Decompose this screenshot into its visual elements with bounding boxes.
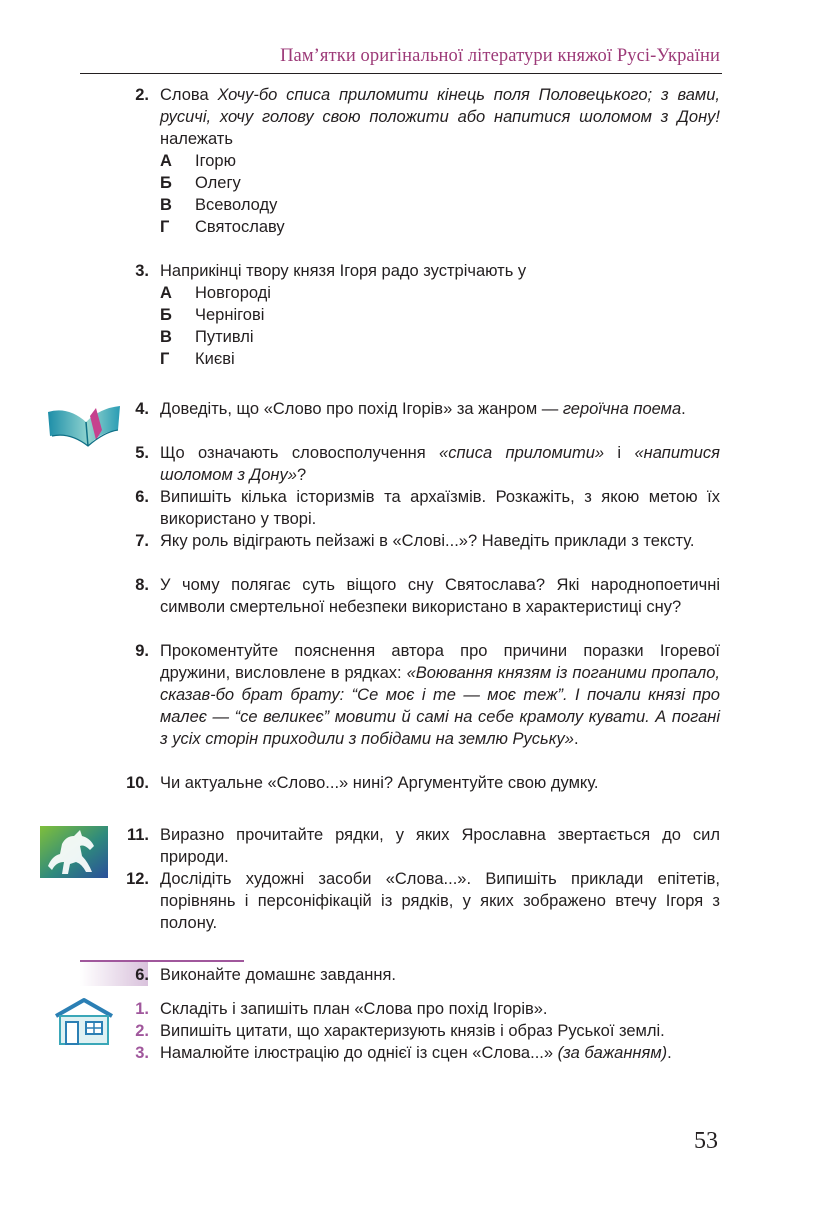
question-text: У чому полягає суть віщого сну Святослава? Які народнопоетичні символи смертельної небезпеки використано в характеристиці сну? [160, 576, 720, 616]
homework-task-3 [110, 1042, 720, 1064]
question-text: Дослідіть художні засоби «Слова...». Випишіть приклади епітетів, порівнянь і персоніфікацій із рядків, у яких зображено втечу Ігоря з полону. [160, 870, 720, 932]
page-number: 53 [694, 1128, 718, 1154]
text-span: належать [160, 130, 233, 148]
text-span: . [667, 1044, 672, 1062]
option-letter: В [160, 328, 172, 346]
question-text: Виразно прочитайте рядки, у яких Ярославна звертається до сил природи. [160, 826, 720, 866]
option-letter: Г [160, 218, 170, 236]
option-text: Києві [195, 350, 235, 368]
text-italic: «напитися шоломом з Дону» [160, 444, 720, 484]
question-text [160, 84, 720, 150]
option-a [160, 150, 236, 172]
question-text: Випишіть кілька історизмів та архаїзмів. Розкажіть, з якою метою їх використано у творі. [160, 488, 720, 528]
option-text: Путивлі [195, 328, 254, 346]
question-4 [110, 398, 720, 420]
task-text: Складіть і запишіть план «Слова про похід Ігорів». [160, 1000, 548, 1018]
question-text [160, 640, 720, 750]
question-text: Чи актуальне «Слово...» нині? Аргументуйте свою думку. [160, 774, 599, 792]
question-number: 5. [135, 444, 149, 462]
option-text: Всеволоду [195, 196, 278, 214]
text-span: Прокоментуйте пояснення автора про причини поразки Ігоревої дружини, висловлене в рядках: [160, 642, 720, 682]
question-number: 8. [135, 576, 149, 594]
header-rule [80, 73, 722, 74]
house-icon [52, 996, 116, 1048]
option-b [160, 172, 241, 194]
question-10 [110, 772, 720, 794]
text-span: Слова [160, 86, 218, 104]
task-number: 3. [135, 1044, 149, 1062]
text-italic: «списа приломити» [439, 444, 605, 462]
question-text [160, 398, 720, 420]
option-h [160, 348, 235, 370]
option-text: Ігорю [195, 152, 236, 170]
text-span: Що означають словосполучення [160, 444, 440, 462]
question-number: 7. [135, 532, 149, 550]
option-letter: А [160, 284, 172, 302]
question-6 [110, 486, 720, 530]
question-number: 6. [135, 488, 149, 506]
option-letter: Г [160, 350, 170, 368]
option-text: Чернігові [195, 306, 265, 324]
task-number: 6. [135, 966, 149, 984]
question-number: 9. [135, 642, 149, 660]
question-text: Яку роль відіграють пейзажі в «Слові...»? Наведіть приклади з тексту. [160, 532, 695, 550]
option-v [160, 194, 277, 216]
option-h [160, 216, 285, 238]
running-header: Пам’ятки оригінальної літератури княжої Русі-України [280, 46, 720, 66]
option-text: Олегу [195, 174, 241, 192]
question-number: 11. [126, 826, 149, 844]
question-number: 4. [135, 400, 149, 418]
option-letter: А [160, 152, 172, 170]
text-italic: героїчна поема [562, 400, 682, 418]
option-b [160, 304, 264, 326]
question-number: 12. [126, 870, 149, 888]
text-span: . [681, 400, 686, 418]
option-v [160, 326, 254, 348]
question-7 [110, 530, 720, 552]
question-text: Наприкінці твору князя Ігоря радо зустрічають у [160, 262, 527, 280]
question-8 [110, 574, 720, 618]
homework-task-2 [110, 1020, 720, 1042]
homework-heading [110, 964, 720, 986]
question-number: 2. [135, 86, 149, 104]
task-text [160, 1042, 720, 1064]
text-span: і [604, 444, 635, 462]
question-12 [110, 868, 720, 934]
task-number: 1. [135, 1000, 149, 1018]
question-3 [110, 260, 720, 282]
homework-task-1 [110, 998, 720, 1020]
option-letter: Б [160, 306, 172, 324]
text-italic: (за бажанням) [557, 1044, 668, 1062]
option-a [160, 282, 271, 304]
quote-italic: «Воювання князям із поганими пропало, сказав-бо брат брату: “Се моє і те — моє теж”. І почали князі про малеє — “се великеє” мовити й самі на себе крамолу кувати. А погані з усіх сторін приходили з побідами на землю Руську» [160, 664, 720, 748]
text-span: Доведіть, що «Слово про похід Ігорів» за жанром — [160, 400, 563, 418]
task-number: 2. [135, 1022, 149, 1040]
question-5 [110, 442, 720, 486]
question-9 [110, 640, 720, 750]
option-text: Новгороді [195, 284, 271, 302]
homework-title: Виконайте домашнє завдання. [160, 966, 396, 984]
question-number: 3. [135, 262, 149, 280]
question-number: 10. [126, 774, 149, 792]
text-span: . [573, 730, 579, 748]
quote-italic: Хочу-бо списа приломити кінець поля Половецького; з вами, русичі, хочу голову свою положити або напитися шоломом з Дону! [160, 86, 720, 126]
task-text: Випишіть цитати, що характеризують князів і образ Руської землі. [160, 1022, 665, 1040]
text-span: Намалюйте ілюстрацію до однієї із сцен «Слова...» [160, 1044, 558, 1062]
option-text: Святославу [195, 218, 285, 236]
text-span: ? [296, 466, 307, 484]
horse-icon [40, 826, 108, 878]
option-letter: Б [160, 174, 172, 192]
option-letter: В [160, 196, 172, 214]
question-11 [110, 824, 720, 868]
question-text [160, 442, 720, 486]
question-2 [110, 84, 720, 150]
